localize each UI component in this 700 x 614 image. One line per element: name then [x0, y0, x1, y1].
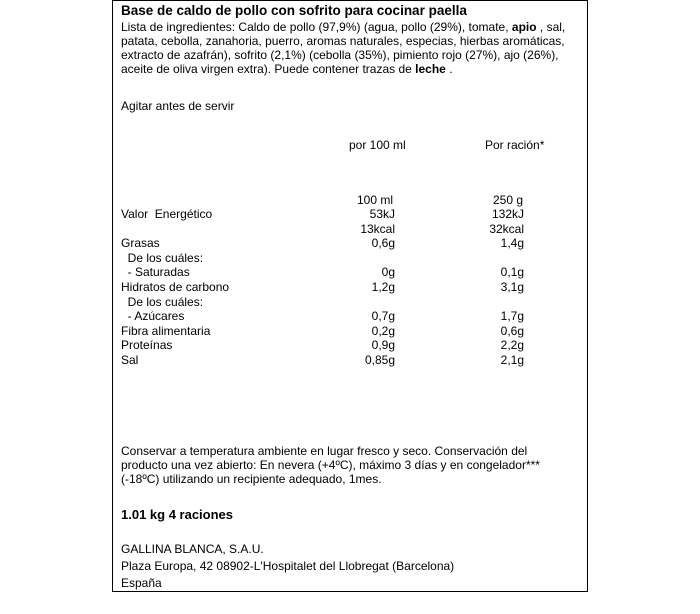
nutrition-row-perserving: 0,6g: [500, 323, 524, 338]
nutrition-row-label: - Saturadas: [121, 265, 190, 280]
nutrition-row-per100: 0,6g: [371, 236, 395, 251]
nutrition-row-perserving: 132kJ: [491, 207, 524, 221]
product-title: Base de caldo de pollo con sofrito para cocinar paella: [121, 3, 467, 18]
nutrition-row-label: Valor Energético: [121, 207, 213, 221]
nutrition-row-perserving: 0,1g: [500, 265, 524, 280]
nutrition-row-label: Sal: [121, 353, 139, 367]
company-address: Plaza Europa, 42 08902-L'Hospitalet del Llobregat (Barcelona): [121, 559, 455, 573]
nutrition-row-per100: 0,9g: [371, 338, 395, 353]
company-name: GALLINA BLANCA, S.A.U.: [121, 542, 264, 556]
nutrition-row-label: De los cuáles:: [121, 294, 204, 309]
nutrition-row-label: Hidratos de carbono: [121, 280, 230, 294]
allergen-milk: leche: [415, 62, 446, 76]
nutrition-row-perserving: 1,4g: [500, 236, 524, 251]
col2-header: Por ración*: [485, 138, 545, 152]
nutrition-row-label: - Azúcares: [121, 309, 185, 324]
nutrition-row-perserving: 2,1g: [500, 353, 524, 367]
nutrition-row-per100: 0,2g: [371, 323, 395, 338]
ingredients-text-1: Lista de ingredientes: Caldo de pollo (97,9%) (agua, pollo (29%), tomate,: [121, 20, 512, 34]
quantity: 1.01 kg 4 raciones: [121, 507, 234, 522]
shake-instruction: Agitar antes de servir: [121, 99, 235, 113]
col2-subheader: 250 g: [493, 193, 524, 207]
ingredients-list: [121, 20, 577, 76]
nutrition-row-perserving: 32kcal: [489, 221, 524, 236]
allergen-celery: apio: [511, 20, 537, 34]
product-label: [112, 0, 588, 592]
col1-subheader: 100 ml: [357, 193, 394, 207]
nutrition-row-label: De los cuáles:: [121, 250, 204, 265]
nutrition-row-per100: 53kJ: [369, 207, 395, 221]
nutrition-row-label: Fibra alimentaria: [121, 323, 211, 338]
nutrition-row-perserving: 3,1g: [500, 280, 524, 294]
nutrition-row-per100: 0g: [381, 265, 395, 280]
col1-header: por 100 ml: [349, 138, 406, 152]
nutrition-row-perserving: 2,2g: [500, 338, 524, 353]
nutrition-row-label: Grasas: [121, 236, 160, 251]
ingredients-text-2: , sal, patata, cebolla, zanahoria, puerro, aromas naturales, especias, hierbas aromáticas, extracto de azafrán), sofrito (2,1%) (cebolla (35%), pimiento rojo (27%), ajo (26%), aceite de oliva virgen extra). Puede contener trazas de: [121, 20, 566, 76]
nutrition-row-perserving: 1,7g: [500, 309, 524, 324]
nutrition-row-per100: 0,7g: [371, 309, 395, 324]
ingredients-text-3: .: [445, 62, 453, 76]
nutrition-row-label: Proteínas: [121, 338, 173, 353]
nutrition-row-per100: 13kcal: [360, 221, 395, 236]
storage-info: Conservar a temperatura ambiente en lugar fresco y seco. Conservación del producto una vez abierto: En nevera (+4ºC), máximo 3 días y en congelador*** (-18ºC) utilizando un recipiente adequado, 1mes.: [121, 444, 540, 486]
nutrition-row-per100: 0,85g: [364, 353, 395, 367]
nutrition-row-per100: 1,2g: [371, 280, 395, 294]
company-country: España: [121, 576, 162, 590]
